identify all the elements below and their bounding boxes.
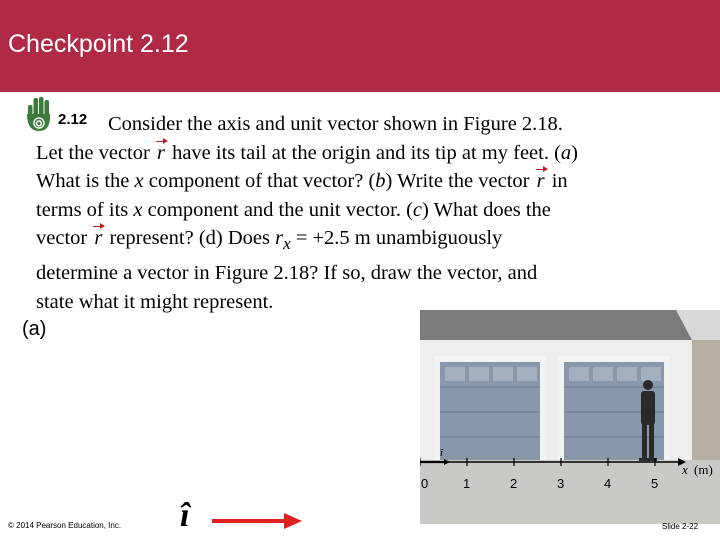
axis-unit: (m) xyxy=(694,462,713,477)
copyright: © 2014 Pearson Education, Inc. xyxy=(8,521,122,530)
trees xyxy=(692,340,720,470)
vector-r-symbol: r xyxy=(535,167,547,196)
driveway xyxy=(420,460,720,524)
slide-title: Checkpoint 2.12 xyxy=(8,30,189,58)
x-variable: x xyxy=(134,170,144,193)
part-a-label: (a) xyxy=(22,318,47,340)
x-variable: x xyxy=(133,198,143,221)
question-line-7: state what it might represent. xyxy=(36,290,274,313)
roof xyxy=(420,310,692,340)
slide-number: Slide 2-22 xyxy=(662,522,699,531)
axis-variable: x xyxy=(682,462,688,477)
header-bar xyxy=(0,0,720,92)
question-text-fragment: = +2.5 m unambiguously xyxy=(290,227,503,250)
question-text-fragment: ) What does the xyxy=(422,198,551,221)
question-text-fragment: in xyxy=(546,170,568,193)
axis-tick-label-4: 4 xyxy=(604,476,612,491)
question-text-fragment: have its tail at the origin and its tip at my feet. ( xyxy=(166,141,561,164)
axis-tick-label-5: 5 xyxy=(651,476,659,491)
question-line-1: Consider the axis and unit vector shown in Figure 2.18. xyxy=(108,113,563,135)
question-text-fragment: ) Write the vector xyxy=(385,170,535,193)
question-line-6: determine a vector in Figure 2.18? If so, draw the vector, and xyxy=(36,262,538,285)
garage-figure xyxy=(420,310,720,524)
question-text-fragment: Let the vector xyxy=(36,141,155,164)
vector-r-symbol: r xyxy=(92,224,104,253)
unit-vector-label: î xyxy=(440,447,444,459)
rx-symbol: r xyxy=(275,227,284,250)
part-letter: a xyxy=(560,141,572,164)
unit-vector-arrow xyxy=(210,510,304,532)
part-letter: b xyxy=(375,170,386,193)
question-text-fragment: component of that vector? ( xyxy=(143,170,376,193)
axis-tick-label-2: 2 xyxy=(510,476,518,491)
question-number: 2.12 xyxy=(58,111,88,128)
axis-tick-label-3: 3 xyxy=(557,476,565,491)
axis-tick-label-0: 0 xyxy=(421,476,429,491)
question-text-fragment: What is the xyxy=(36,170,135,193)
question-text-fragment: component and the unit vector. ( xyxy=(142,198,413,221)
question-text-fragment: vector xyxy=(36,227,93,250)
question-text xyxy=(36,110,676,316)
question-text-fragment: ) xyxy=(571,141,578,164)
question-text-fragment: represent? (d) Does xyxy=(104,227,276,250)
rx-subscript: x xyxy=(283,234,291,254)
axis-tick-label-1: 1 xyxy=(463,476,471,491)
unit-vector-symbol: î xyxy=(180,497,190,534)
part-letter: c xyxy=(412,198,423,221)
question-text-fragment: terms of its xyxy=(36,198,134,221)
vector-r-symbol: r xyxy=(155,139,167,168)
